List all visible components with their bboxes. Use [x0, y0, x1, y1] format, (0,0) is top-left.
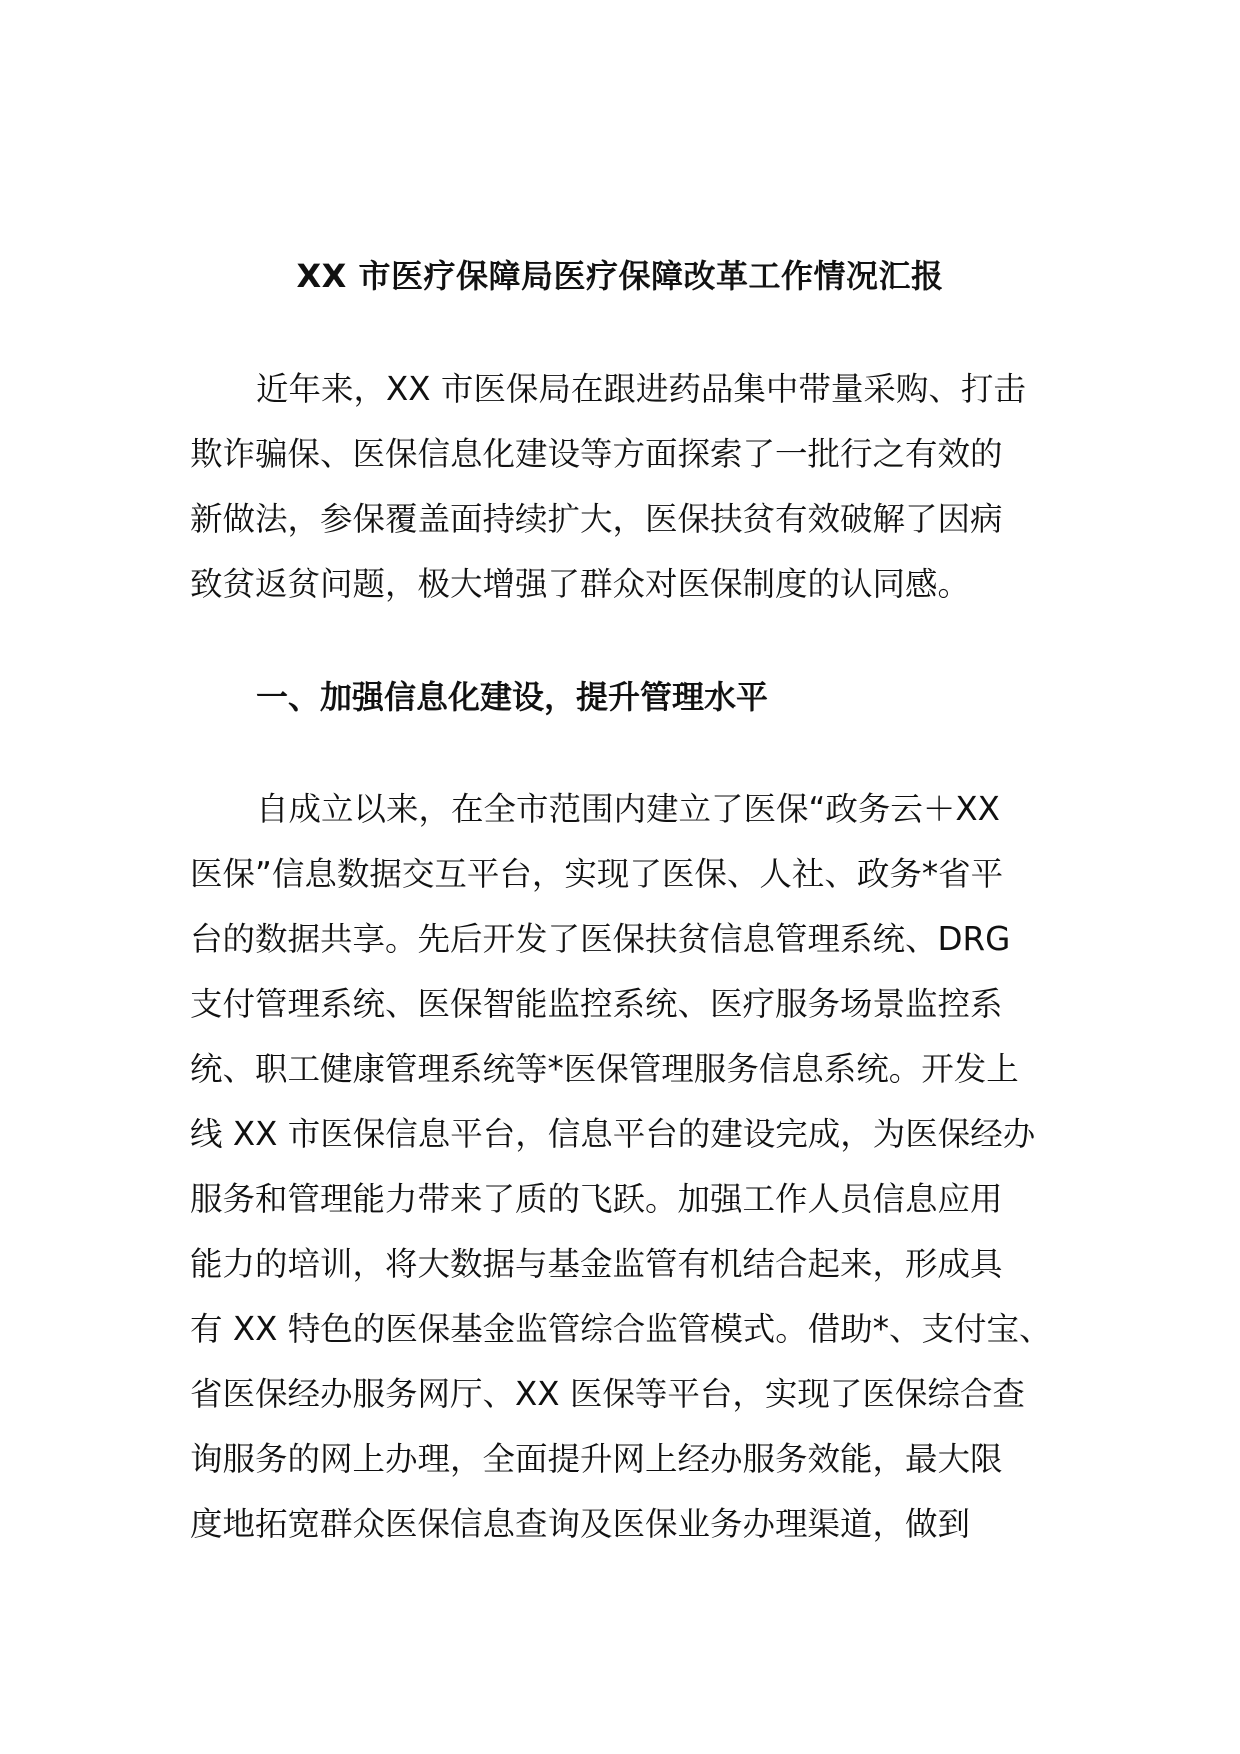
paragraph-line: 线 XX 市医保信息平台，信息平台的建设完成，为医保经办	[190, 1115, 1036, 1153]
paragraph-line: 台的数据共享。先后开发了医保扶贫信息管理系统、DRG	[190, 920, 1011, 958]
paragraph-line: 有 XX 特色的医保基金监管综合监管模式。借助*、支付宝、	[190, 1310, 1052, 1348]
document-title: XX 市医疗保障局医疗保障改革工作情况汇报	[296, 257, 944, 295]
paragraph-line: 度地拓宽群众医保信息查询及医保业务办理渠道，做到	[190, 1505, 971, 1543]
paragraph-line: 医保”信息数据交互平台，实现了医保、人社、政务*省平	[190, 855, 1004, 893]
section-1-paragraph	[190, 777, 1060, 1557]
paragraph-line: 统、职工健康管理系统等*医保管理服务信息系统。开发上	[190, 1050, 1019, 1088]
paragraph-line: 能力的培训，将大数据与基金监管有机结合起来，形成具	[190, 1245, 1003, 1283]
paragraph-line: 询服务的网上办理，全面提升网上经办服务效能，最大限	[190, 1440, 1003, 1478]
paragraph-line: 新做法，参保覆盖面持续扩大，医保扶贫有效破解了因病	[190, 500, 1003, 538]
section-1-heading: 一、加强信息化建设，提升管理水平	[256, 678, 769, 716]
paragraph-line: 近年来，XX 市医保局在跟进药品集中带量采购、打击	[256, 370, 1026, 408]
paragraph-line: 省医保经办服务网厅、XX 医保等平台，实现了医保综合查	[190, 1375, 1025, 1413]
paragraph-line: 服务和管理能力带来了质的飞跃。加强工作人员信息应用	[190, 1180, 1003, 1218]
paragraph-line: 欺诈骗保、医保信息化建设等方面探索了一批行之有效的	[190, 435, 1003, 473]
paragraph-line: 致贫返贫问题，极大增强了群众对医保制度的认同感。	[190, 565, 971, 603]
intro-paragraph	[190, 357, 1060, 617]
paragraph-line: 支付管理系统、医保智能监控系统、医疗服务场景监控系	[190, 985, 1003, 1023]
paragraph-line: 自成立以来，在全市范围内建立了医保“政务云＋XX	[256, 790, 1000, 828]
